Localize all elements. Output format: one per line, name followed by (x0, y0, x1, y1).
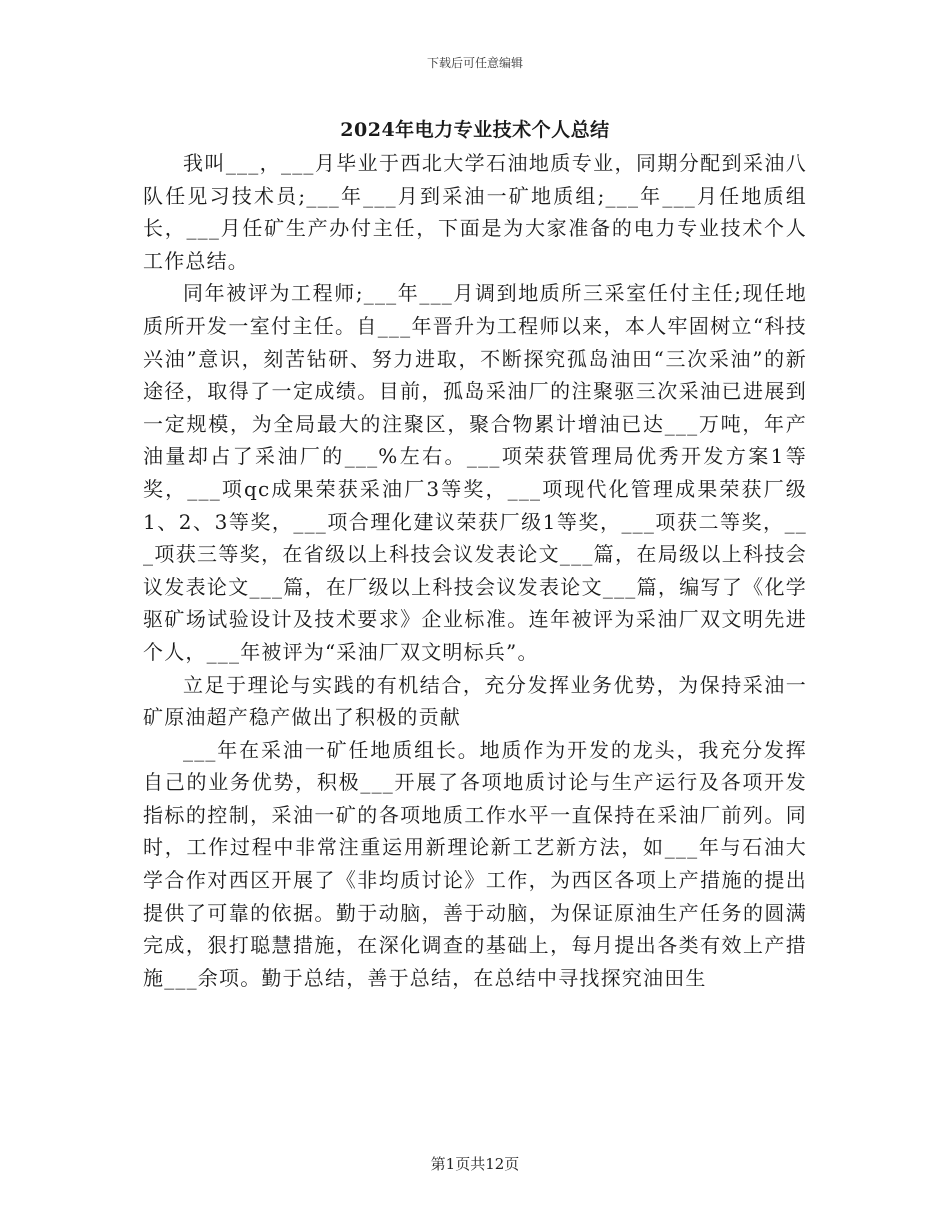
paragraph-2: 同年被评为工程师;___年___月调到地质所三采室任付主任;现任地质所开发一室付主任。自___年晋升为工程师以来，本人牢固树立“科技兴油”意识，刻苦钻研、努力进取，不断探究孤岛油田“三次采油”的新途径，取得了一定成绩。目前，孤岛采油厂的注聚驱三次采油已进展到一定规模，为全局最大的注聚区，聚合物累计增油已达___万吨，年产油量却占了采油厂的___%左右。___项荣获管理局优秀开发方案1等奖，___项qc成果荣获采油厂3等奖，___项现代化管理成果荣获厂级1、2、3等奖，___项合理化建议荣获厂级1等奖，___项获二等奖，___项获三等奖，在省级以上科技会议发表论文___篇，在局级以上科技会议发表论文___篇，在厂级以上科技会议发表论文___篇，编写了《化学驱矿场试验设计及技术要求》企业标准。连年被评为采油厂双文明先进个人，___年被评为“采油厂双文明标兵”。 (143, 281, 807, 664)
page-title: 2024年电力专业技术个人总结 (340, 119, 610, 141)
header-note: 下载后可任意编辑 (426, 56, 523, 70)
paragraph-3: 立足于理论与实践的有机结合，充分发挥业务优势，为保持采油一矿原油超产稳产做出了积极的贡献 (143, 672, 807, 730)
paragraph-4: ___年在采油一矿任地质组长。地质作为开发的龙头，我充分发挥自己的业务优势，积极___开展了各项地质讨论与生产运行及各项开发指标的控制，采油一矿的各项地质工作水平一直保持在采油厂前列。同时，工作过程中非常注重运用新理论新工艺新方法，如___年与石油大学合作对西区开展了《非均质讨论》工作，为西区各项上产措施的提出提供了可靠的依据。勤于动脑，善于动脑，为保证原油生产任务的圆满完成，狠打聪慧措施，在深化调查的基础上，每月提出各类有效上产措施___余项。勤于总结，善于总结，在总结中寻找探究油田生 (143, 737, 807, 990)
document-body (143, 147, 807, 994)
page-number-footer: 第1页共12页 (430, 1155, 520, 1173)
paragraph-1: 我叫___，___月毕业于西北大学石油地质专业，同期分配到采油八队任见习技术员;___年___月到采油一矿地质组;___年___月任地质组长，___月任矿生产办付主任，下面是为大家准备的电力专业技术个人工作总结。 (143, 151, 807, 273)
